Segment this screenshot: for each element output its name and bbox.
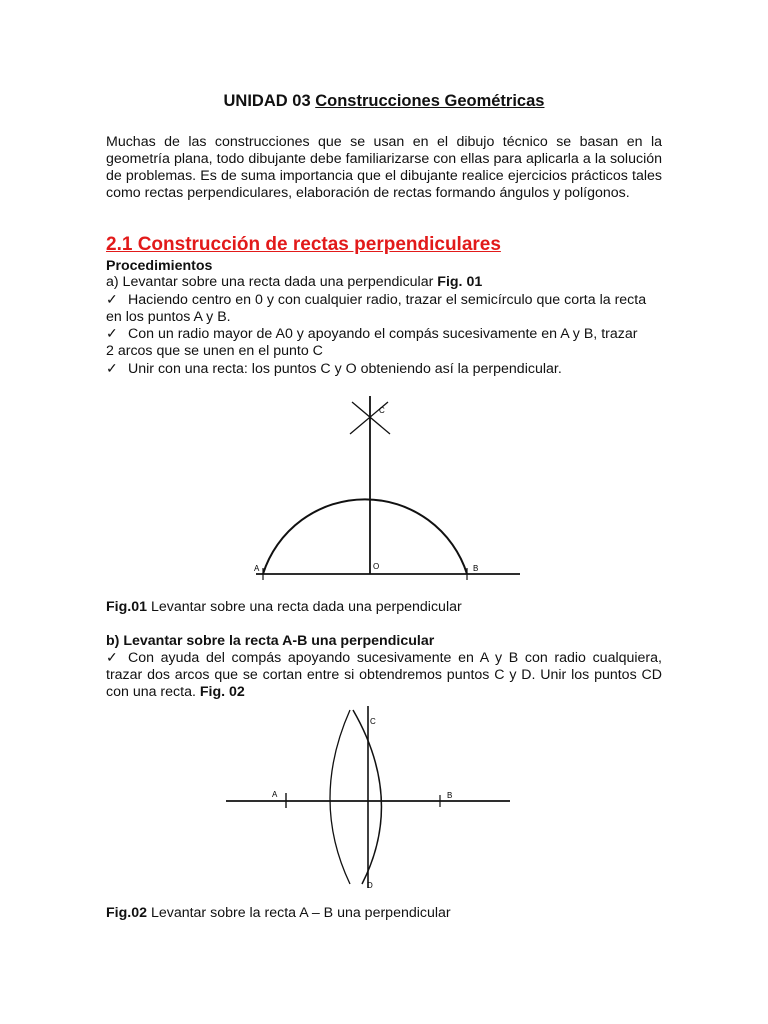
check-icon: ✓ <box>106 361 118 377</box>
fig2-label-a: A <box>272 790 278 799</box>
fig2-label-d: D <box>367 881 373 890</box>
procedimientos-label: Procedimientos <box>106 258 213 274</box>
fig2-arc-from-b <box>330 710 350 884</box>
step-a-text: a) Levantar sobre una recta dada una perpendicular <box>106 274 438 290</box>
step-item-cont: 2 arcos que se unen en el punto C <box>106 343 323 359</box>
section-b-heading: b) Levantar sobre la recta A-B una perpendicular <box>106 633 435 649</box>
page-title <box>0 92 768 111</box>
fig2-label-c: C <box>370 717 376 726</box>
step-a-ref: Fig. 01 <box>437 274 483 290</box>
fig2-label-b: B <box>447 791 453 800</box>
fig2-caption: Fig.02 Levantar sobre la recta A – B una perpendicular <box>106 905 451 921</box>
fig1-label-a: A <box>254 564 260 573</box>
step-a-line <box>106 274 662 291</box>
fig1-semicircle <box>263 499 467 574</box>
figure-01 <box>240 388 530 588</box>
check-icon: ✓ <box>106 292 118 308</box>
check-icon: ✓ <box>106 650 118 666</box>
intro-paragraph: Muchas de las construcciones que se usan en el dibujo técnico se basan en la geometría plana, todo dibujante debe familiarizarse con ellas para aplicarla a la solución de problemas. Es de suma importancia que el dibujante realice ejercicios prácticos tales como rectas perpendiculares, elaboración de rectas formando ángulos y polígonos. <box>106 134 662 201</box>
fig1-label-b: B <box>473 564 479 573</box>
fig1-label-o: O <box>373 562 380 571</box>
section-b-step: ✓ Con ayuda del compás apoyando sucesivamente en A y B con radio cualquiera, trazar dos arcos que se cortan entre si obtendremos puntos C y D. Unir los puntos CD con una recta. Fig. 02 <box>106 650 662 700</box>
title-main: Construcciones Geométricas <box>315 92 545 110</box>
step-item-cont: en los puntos A y B. <box>106 309 231 325</box>
fig1-label-c: C <box>379 406 385 415</box>
fig1-caption: Fig.01 Levantar sobre una recta dada una perpendicular <box>106 599 462 615</box>
check-icon: ✓ <box>106 326 118 342</box>
step-item: ✓ Haciendo centro en 0 y con cualquier radio, trazar el semicírculo que corta la recta <box>106 292 647 308</box>
title-prefix: UNIDAD 03 <box>223 92 311 110</box>
section-heading: 2.1 Construcción de rectas perpendiculares <box>106 234 501 255</box>
step-item: ✓ Con un radio mayor de A0 y apoyando el compás sucesivamente en A y B, trazar <box>106 326 638 342</box>
figure-02 <box>220 704 520 894</box>
step-item: ✓ Unir con una recta: los puntos C y O obteniendo así la perpendicular. <box>106 361 562 377</box>
